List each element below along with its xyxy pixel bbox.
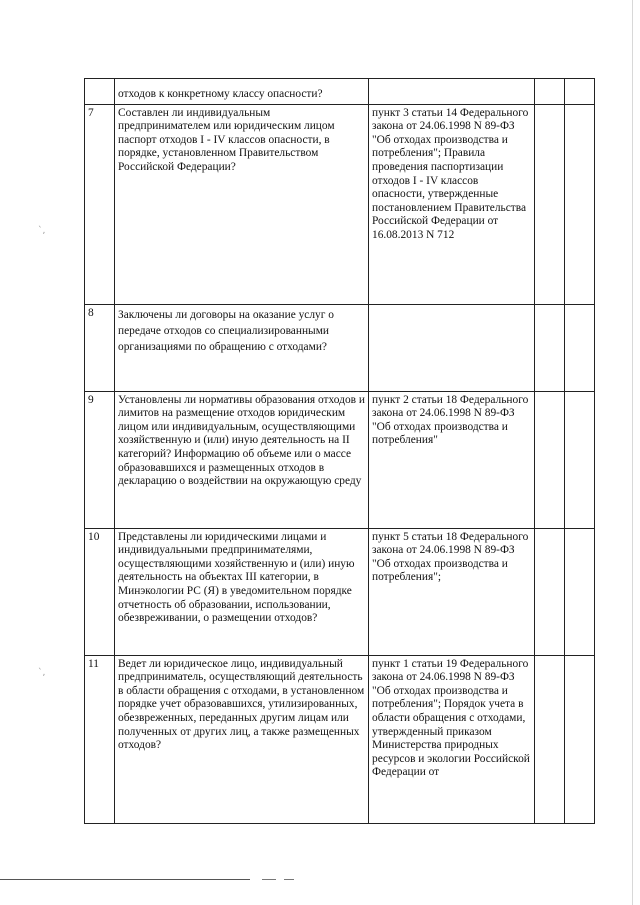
answer-cell: [535, 655, 565, 823]
row-number: 10: [85, 528, 115, 655]
note-cell: [565, 104, 595, 304]
row-question: отходов к конкретному классу опасности?: [115, 79, 369, 105]
page-edge: [632, 0, 633, 905]
scan-mark: `,: [38, 226, 46, 236]
table-row: [85, 391, 595, 528]
table-row: [85, 528, 595, 655]
answer-cell: [535, 79, 565, 105]
row-reference: пункт 3 статьи 14 Федерального закона от 24.06.1998 N 89-ФЗ "Об отходах производства и потребления"; Правила проведения паспортизации отходов I - IV классов опасности, утвержденные постановлением Правительства Российской Федерации от 16.08.2013 N 712: [369, 104, 535, 304]
table-row: [85, 304, 595, 391]
row-reference: пункт 1 статьи 19 Федерального закона от 24.06.1998 N 89-ФЗ "Об отходах производства и потребления"; Порядок учета в области обращения с отходами, утвержденный приказом Министерства природных ресурсов и экологии Российской Федерации от: [369, 655, 535, 823]
row-question: Представлены ли юридическими лицами и индивидуальными предпринимателями, осуществляющими хозяйственную и (или) иную деятельность на объектах III категории, в Минэкологии РС (Я) в уведомительном порядке отчетность об образовании, использовании, обезвреживании, о размещении отходов?: [115, 528, 369, 655]
table-row: [85, 104, 595, 304]
table-row: [85, 655, 595, 823]
answer-cell: [535, 304, 565, 391]
row-reference: [369, 304, 535, 391]
answer-cell: [535, 104, 565, 304]
row-question: Ведет ли юридическое лицо, индивидуальный предприниматель, осуществляющий деятельность в области обращения с отходами, в установленном порядке учет образовавшихся, утилизированных, обезвреженных, переданных другим лицам или полученных от других лиц, а также размещенных отходов?: [115, 655, 369, 823]
checklist-table: [84, 78, 595, 824]
scan-mark: `,: [38, 668, 46, 678]
scan-edge-line: [0, 879, 250, 880]
row-question: Составлен ли индивидуальным предпринимателем или юридическим лицом паспорт отходов I - IV классов опасности, в порядке, установленном Правительством Российской Федерации?: [115, 104, 369, 304]
note-cell: [565, 391, 595, 528]
scan-edge-dash: [284, 879, 294, 880]
row-number: 8: [85, 304, 115, 391]
note-cell: [565, 79, 595, 105]
row-reference: [369, 79, 535, 105]
answer-cell: [535, 391, 565, 528]
row-number: 9: [85, 391, 115, 528]
row-reference: пункт 5 статьи 18 Федерального закона от 24.06.1998 N 89-ФЗ "Об отходах производства и потребления";: [369, 528, 535, 655]
note-cell: [565, 655, 595, 823]
note-cell: [565, 528, 595, 655]
scan-edge-dash: [262, 879, 276, 880]
row-reference: пункт 2 статьи 18 Федерального закона от 24.06.1998 N 89-ФЗ "Об отходах производства и потребления": [369, 391, 535, 528]
answer-cell: [535, 528, 565, 655]
note-cell: [565, 304, 595, 391]
row-question: Заключены ли договоры на оказание услуг о передаче отходов со специализированными организациями по обращению с отходами?: [115, 304, 369, 391]
row-number: 7: [85, 104, 115, 304]
row-question: Установлены ли нормативы образования отходов и лимитов на размещение отходов юридическим лицом или индивидуальным, осуществляющими хозяйственную и (или) иную деятельность на II категорий? Информацию об объеме или о массе образовавшихся и размещенных отходов в декларацию о воздействии на окружающую среду: [115, 391, 369, 528]
row-number: [85, 79, 115, 105]
row-number: 11: [85, 655, 115, 823]
table-row: [85, 79, 595, 105]
